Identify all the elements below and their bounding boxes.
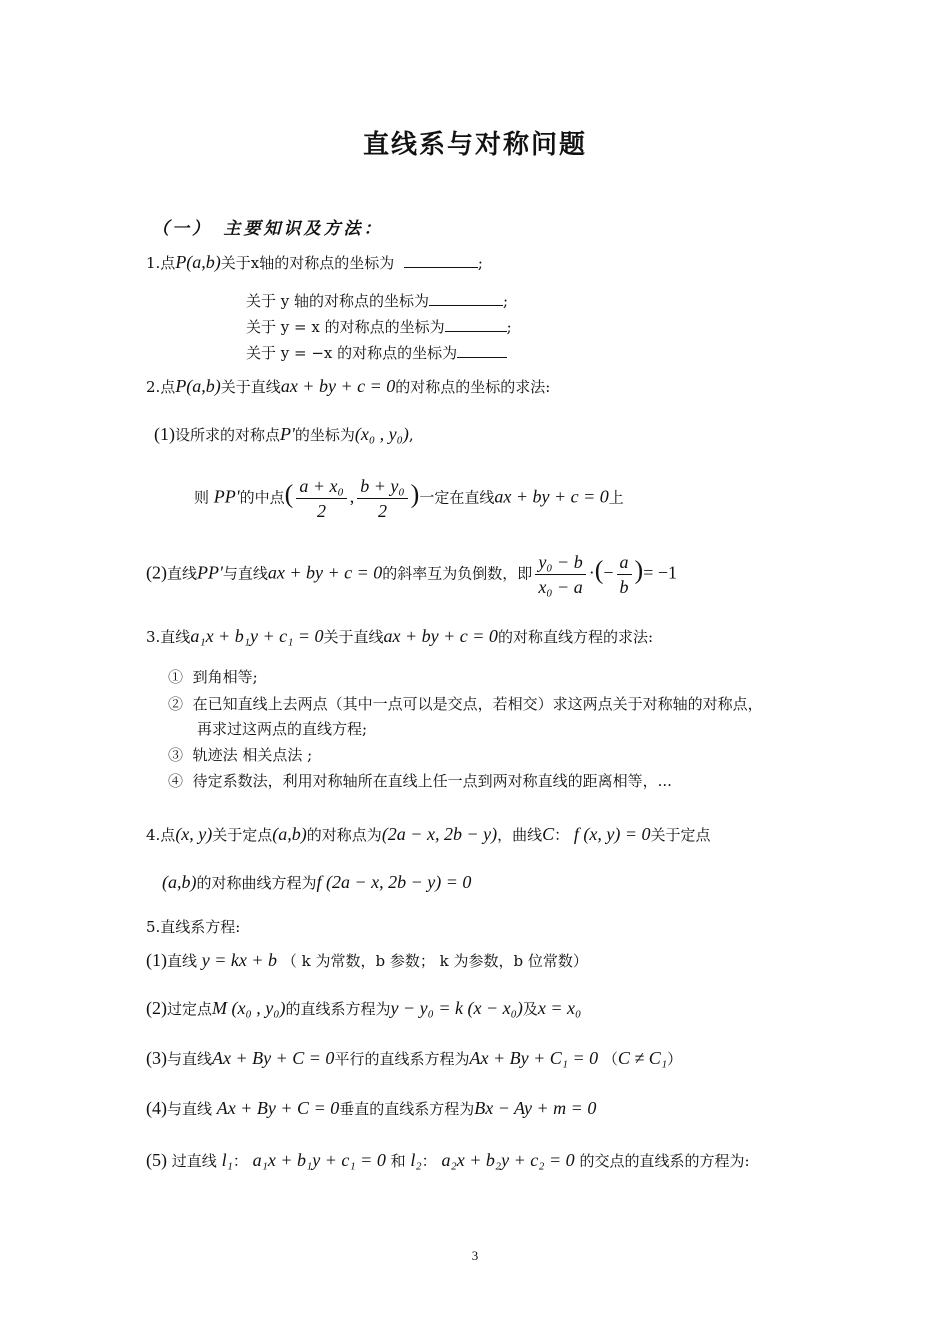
s1-line-1: 1.点P(a,b)关于x轴的对称点的坐标为 ; xyxy=(146,252,483,272)
answer-blank xyxy=(445,319,507,332)
page-title: 直线系与对称问题 xyxy=(362,130,587,160)
s2-step-1: (1)设所求的对称点P'的坐标为(x₀ , y₀), xyxy=(154,424,414,444)
s5-item-5: (5) 过直线 l₁： a₁x + b₁y + c₁ = 0 和 l₂： a₂x + b₂y + c₂ = 0 的交点的直线系的方程为: xyxy=(146,1150,750,1170)
s2-heading: 2.点P(a,b)关于直线ax + by + c = 0的对称点的坐标的求法: xyxy=(146,376,551,396)
s4-line-2: (a,b)的对称曲线方程为f (2a − x, 2b − y) = 0 xyxy=(162,872,472,892)
s3-item-4: ④ 待定系数法，利用对称轴所在直线上任一点到两对称直线的距离相等，... xyxy=(168,772,672,790)
answer-blank xyxy=(404,255,478,268)
neg-slope-fraction: $\frac{a}{b}$ xyxy=(617,550,632,599)
s5-item-1: (1)直线 y = kx + b （ k 为常数，b 参数； k 为参数，b 位常数） xyxy=(146,950,588,970)
s2-midpoint: 则 PP'的中点( $\frac{\text{a + x₀}}{2}$ , $\frac{\text{b + y₀}}{2}$ )一定在直线ax + by + c = 0上 xyxy=(194,476,624,521)
s1-line-2: 关于 y 轴的对称点的坐标为 ; xyxy=(246,292,509,310)
s2-step-2: (2)直线PP'与直线ax + by + c = 0的斜率互为负倒数，即 $\frac{\text{y₀ − b}}{\text{x₀ − a}}$ ·(− $\frac{a}{b}$ )= −1 xyxy=(146,552,678,597)
section-heading: （一） 主要知识及方法： xyxy=(152,219,384,239)
s5-item-4: (4)与直线 Ax + By + C = 0垂直的直线系方程为Bx − Ay + m = 0 xyxy=(146,1098,597,1118)
s3-heading: 3.直线a₁x + b₁y + c₁ = 0关于直线ax + by + c = 0的对称直线方程的求法: xyxy=(146,626,653,646)
answer-blank xyxy=(429,293,503,306)
answer-blank xyxy=(457,345,507,358)
s3-item-1: ① 到角相等; xyxy=(168,668,258,686)
slope-fraction: $\frac{\text{y₀ − b}}{\text{x₀ − a}}$ xyxy=(535,550,585,599)
s5-item-3: (3)与直线Ax + By + C = 0平行的直线系方程为Ax + By + C₁ = 0 （C ≠ C₁） xyxy=(146,1048,683,1068)
s3-item-2: ② 在已知直线上去两点（其中一点可以是交点，若相交）求这两点关于对称轴的对称点， xyxy=(168,695,763,713)
s3-item-3: ③ 轨迹法 相关点法 ; xyxy=(168,746,313,764)
point-p: P(a,b) xyxy=(175,252,221,272)
s5-heading: 5.直线系方程: xyxy=(146,918,241,936)
s1-line-4: 关于 y = −x 的对称点的坐标为 xyxy=(246,342,507,363)
midpoint-x-fraction: $\frac{\text{a + x₀}}{2}$ xyxy=(296,474,346,523)
midpoint-y-fraction: $\frac{\text{b + y₀}}{2}$ xyxy=(357,474,407,523)
s1-line-3: 关于 y = x 的对称点的坐标为 ; xyxy=(246,318,512,336)
s4-line-1: 4.点(x, y)关于定点(a,b)的对称点为(2a − x, 2b − y)，曲线C： f (x, y) = 0关于定点 xyxy=(146,824,711,844)
s3-item-2-cont: 再求过这两点的直线方程; xyxy=(197,720,368,738)
page-number: 3 xyxy=(471,1248,479,1263)
s5-item-2: (2)过定点M (x₀ , y₀)的直线系方程为y − y₀ = k (x − x₀)及x = x₀ xyxy=(146,998,582,1018)
